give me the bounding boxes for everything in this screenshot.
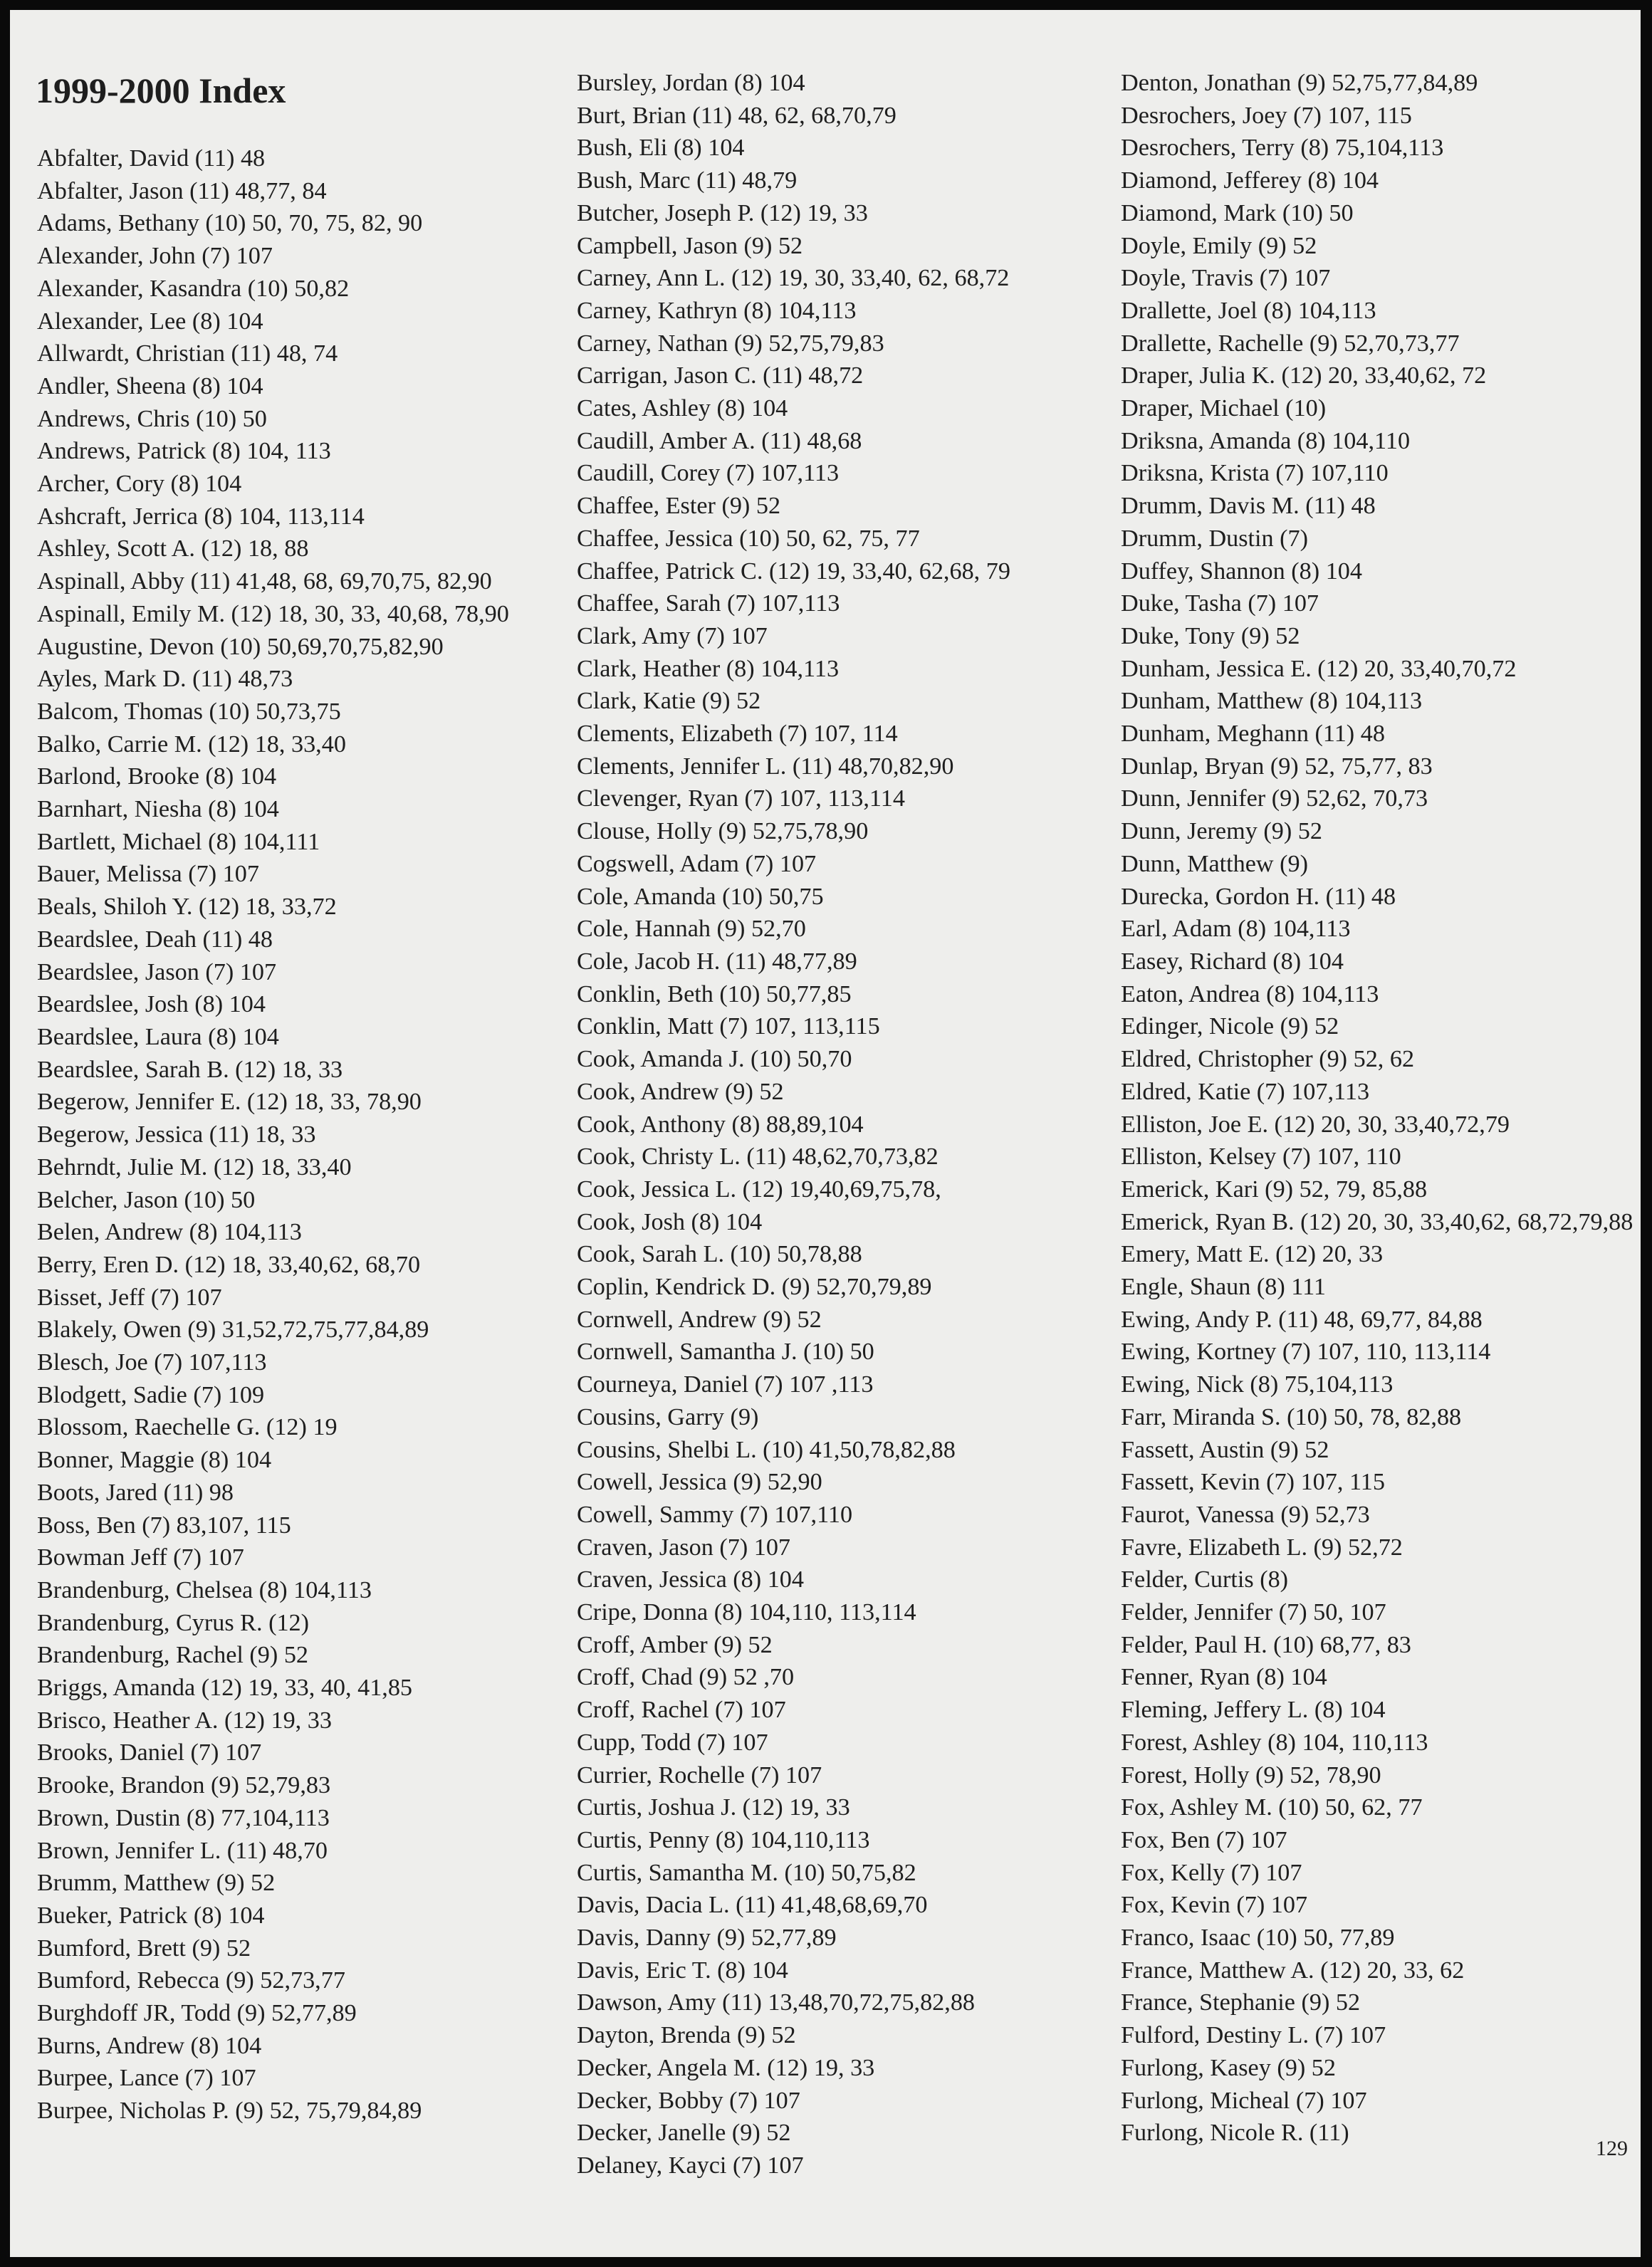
- index-entry: Doyle, Emily (9) 52: [1121, 232, 1317, 259]
- index-entry: Alexander, Kasandra (10) 50,82: [37, 275, 350, 302]
- index-entry: Earl, Adam (8) 104,113: [1121, 916, 1351, 943]
- index-entry: Duffey, Shannon (8) 104: [1121, 557, 1362, 585]
- index-entry: Cook, Christy L. (11) 48,62,70,73,82: [577, 1143, 939, 1171]
- index-entry: Caudill, Amber A. (11) 48,68: [577, 427, 862, 454]
- index-entry: Dunham, Jessica E. (12) 20, 33,40,70,72: [1121, 655, 1517, 682]
- index-entry: Fenner, Ryan (8) 104: [1121, 1664, 1327, 1691]
- index-entry: Boss, Ben (7) 83,107, 115: [37, 1512, 291, 1539]
- index-entry: Brooks, Daniel (7) 107: [37, 1739, 262, 1766]
- index-entry: Decker, Angela M. (12) 19, 33: [577, 2054, 875, 2081]
- index-entry: Denton, Jonathan (9) 52,75,77,84,89: [1121, 70, 1478, 96]
- index-entry: Edinger, Nicole (9) 52: [1121, 1013, 1339, 1040]
- index-entry: Clark, Heather (8) 104,113: [577, 655, 840, 682]
- index-entry: Croff, Rachel (7) 107: [577, 1697, 786, 1724]
- index-entry: Clements, Jennifer L. (11) 48,70,82,90: [577, 753, 954, 780]
- index-entry: Curtis, Samantha M. (10) 50,75,82: [577, 1859, 916, 1886]
- index-entry: Duke, Tasha (7) 107: [1121, 590, 1319, 617]
- index-entry: Conklin, Matt (7) 107, 113,115: [577, 1013, 880, 1040]
- index-entry: Burpee, Nicholas P. (9) 52, 75,79,84,89: [37, 2098, 422, 2125]
- index-entry: Carney, Nathan (9) 52,75,79,83: [577, 330, 884, 357]
- index-entry: Brandenburg, Rachel (9) 52: [37, 1642, 309, 1669]
- index-entry: Coplin, Kendrick D. (9) 52,70,79,89: [577, 1274, 932, 1301]
- index-entry: Desrochers, Terry (8) 75,104,113: [1121, 135, 1444, 162]
- index-entry: Begerow, Jennifer E. (12) 18, 33, 78,90: [37, 1089, 422, 1116]
- index-entry: Driksna, Amanda (8) 104,110: [1121, 427, 1411, 454]
- index-entry: Curtis, Penny (8) 104,110,113: [577, 1826, 870, 1853]
- index-entry: Berry, Eren D. (12) 18, 33,40,62, 68,70: [37, 1251, 421, 1278]
- index-entry: Craven, Jason (7) 107: [577, 1534, 791, 1561]
- index-entry: Blesch, Joe (7) 107,113: [37, 1349, 267, 1376]
- index-entry: Ewing, Nick (8) 75,104,113: [1121, 1371, 1394, 1398]
- index-entry: Cornwell, Samantha J. (10) 50: [577, 1339, 874, 1366]
- index-entry: Farr, Miranda S. (10) 50, 78, 82,88: [1121, 1403, 1462, 1430]
- index-column-3: [1121, 67, 1633, 2150]
- index-entry: Chaffee, Sarah (7) 107,113: [577, 590, 840, 617]
- index-entry: Blakely, Owen (9) 31,52,72,75,77,84,89: [37, 1316, 429, 1344]
- index-entry: Driksna, Krista (7) 107,110: [1121, 460, 1389, 487]
- index-entry: Aspinall, Abby (11) 41,48, 68, 69,70,75, 82,90: [37, 568, 492, 595]
- index-entry: Fleming, Jeffery L. (8) 104: [1121, 1697, 1386, 1724]
- index-entry: Ewing, Kortney (7) 107, 110, 113,114: [1121, 1339, 1491, 1366]
- index-entry: Blodgett, Sadie (7) 109: [37, 1381, 265, 1408]
- index-entry: Drumm, Davis M. (11) 48: [1121, 493, 1376, 520]
- index-entry: Barlond, Brooke (8) 104: [37, 763, 277, 790]
- index-entry: Emerick, Ryan B. (12) 20, 30, 33,40,62, 68,72,79,88: [1121, 1208, 1633, 1235]
- index-entry: Furlong, Micheal (7) 107: [1121, 2087, 1367, 2114]
- index-entry: Chaffee, Jessica (10) 50, 62, 75, 77: [577, 525, 920, 552]
- index-entry: Beardslee, Josh (8) 104: [37, 991, 266, 1018]
- index-entry: Clements, Elizabeth (7) 107, 114: [577, 721, 898, 748]
- index-entry: Burghdoff JR, Todd (9) 52,77,89: [37, 2000, 357, 2027]
- index-entry: Conklin, Beth (10) 50,77,85: [577, 980, 852, 1007]
- index-entry: Felder, Jennifer (7) 50, 107: [1121, 1599, 1386, 1626]
- index-entry: Behrndt, Julie M. (12) 18, 33,40: [37, 1153, 352, 1180]
- index-entry: Bowman Jeff (7) 107: [37, 1544, 244, 1571]
- index-entry: Andler, Sheena (8) 104: [37, 372, 263, 399]
- index-entry: Carrigan, Jason C. (11) 48,72: [577, 362, 864, 389]
- index-entry: Davis, Eric T. (8) 104: [577, 1957, 788, 1984]
- index-entry: Beardslee, Jason (7) 107: [37, 958, 277, 985]
- index-entry: Engle, Shaun (8) 111: [1121, 1274, 1327, 1301]
- index-entry: Desrochers, Joey (7) 107, 115: [1121, 102, 1412, 129]
- index-entry: Bisset, Jeff (7) 107: [37, 1284, 222, 1311]
- index-entry: Alexander, Lee (8) 104: [37, 308, 263, 335]
- index-column-1: [37, 142, 550, 2127]
- index-entry: Furlong, Kasey (9) 52: [1121, 2054, 1336, 2081]
- index-entry: Dunham, Meghann (11) 48: [1121, 721, 1385, 748]
- index-entry: Beardslee, Laura (8) 104: [37, 1023, 279, 1050]
- index-entry: Dunlap, Bryan (9) 52, 75,77, 83: [1121, 753, 1433, 780]
- index-entry: Diamond, Mark (10) 50: [1121, 199, 1354, 226]
- index-entry: Elliston, Kelsey (7) 107, 110: [1121, 1143, 1401, 1171]
- index-entry: Cousins, Garry (9): [577, 1403, 759, 1430]
- index-entry: Fassett, Kevin (7) 107, 115: [1121, 1469, 1385, 1496]
- index-entry: Beals, Shiloh Y. (12) 18, 33,72: [37, 894, 337, 921]
- index-entry: Eaton, Andrea (8) 104,113: [1121, 980, 1379, 1007]
- index-entry: Croff, Amber (9) 52: [577, 1631, 773, 1658]
- index-entry: Cripe, Donna (8) 104,110, 113,114: [577, 1599, 916, 1626]
- index-entry: France, Matthew A. (12) 20, 33, 62: [1121, 1957, 1465, 1984]
- index-entry: Fox, Ben (7) 107: [1121, 1826, 1287, 1853]
- index-entry: Cupp, Todd (7) 107: [577, 1729, 768, 1756]
- index-entry: Fulford, Destiny L. (7) 107: [1121, 2022, 1386, 2049]
- index-entry: Bursley, Jordan (8) 104: [577, 70, 805, 96]
- index-entry: Campbell, Jason (9) 52: [577, 232, 803, 259]
- index-entry: Bumford, Brett (9) 52: [37, 1934, 251, 1962]
- index-entry: Felder, Curtis (8): [1121, 1566, 1289, 1593]
- index-entry: Begerow, Jessica (11) 18, 33: [37, 1121, 316, 1148]
- index-entry: Draper, Julia K. (12) 20, 33,40,62, 72: [1121, 362, 1487, 389]
- index-entry: Brown, Jennifer L. (11) 48,70: [37, 1837, 328, 1864]
- index-entry: Archer, Cory (8) 104: [37, 471, 242, 498]
- index-entry: Ashcraft, Jerrica (8) 104, 113,114: [37, 503, 365, 530]
- index-entry: Bauer, Melissa (7) 107: [37, 861, 259, 888]
- index-entry: Cole, Jacob H. (11) 48,77,89: [577, 948, 857, 975]
- index-entry: Emery, Matt E. (12) 20, 33: [1121, 1241, 1384, 1268]
- index-entry: Cole, Hannah (9) 52,70: [577, 916, 806, 943]
- index-entry: Forest, Ashley (8) 104, 110,113: [1121, 1729, 1428, 1756]
- index-entry: Bartlett, Michael (8) 104,111: [37, 828, 320, 855]
- index-entry: Delaney, Kayci (7) 107: [577, 2152, 804, 2179]
- index-entry: Brandenburg, Chelsea (8) 104,113: [37, 1576, 372, 1603]
- index-entry: Belcher, Jason (10) 50: [37, 1186, 256, 1213]
- index-entry: Dunham, Matthew (8) 104,113: [1121, 688, 1423, 715]
- index-entry: Cole, Amanda (10) 50,75: [577, 883, 824, 910]
- index-entry: Brown, Dustin (8) 77,104,113: [37, 1804, 330, 1831]
- index-entry: Fassett, Austin (9) 52: [1121, 1436, 1329, 1463]
- index-entry: France, Stephanie (9) 52: [1121, 1989, 1361, 2016]
- index-entry: Clark, Katie (9) 52: [577, 688, 761, 715]
- index-entry: Bush, Marc (11) 48,79: [577, 167, 798, 194]
- index-entry: Dawson, Amy (11) 13,48,70,72,75,82,88: [577, 1989, 976, 2016]
- index-entry: Bush, Eli (8) 104: [577, 135, 745, 162]
- index-entry: Clark, Amy (7) 107: [577, 622, 768, 649]
- index-entry: Bumford, Rebecca (9) 52,73,77: [37, 1967, 345, 1994]
- index-entry: Brandenburg, Cyrus R. (12): [37, 1609, 310, 1636]
- index-entry: Curtis, Joshua J. (12) 19, 33: [577, 1794, 850, 1821]
- index-entry: Barnhart, Niesha (8) 104: [37, 796, 279, 823]
- index-entry: Franco, Isaac (10) 50, 77,89: [1121, 1925, 1395, 1952]
- index-entry: Allwardt, Christian (11) 48, 74: [37, 340, 338, 367]
- index-entry: Davis, Danny (9) 52,77,89: [577, 1925, 837, 1952]
- index-entry: Burpee, Lance (7) 107: [37, 2065, 256, 2092]
- index-entry: Cowell, Sammy (7) 107,110: [577, 1501, 853, 1528]
- index-entry: Burt, Brian (11) 48, 62, 68,70,79: [577, 102, 896, 129]
- index-entry: Clevenger, Ryan (7) 107, 113,114: [577, 785, 905, 812]
- index-entry: Brumm, Matthew (9) 52: [37, 1870, 276, 1897]
- index-title: 1999-2000 Index: [36, 70, 286, 110]
- index-entry: Cowell, Jessica (9) 52,90: [577, 1469, 822, 1496]
- index-entry: Bueker, Patrick (8) 104: [37, 1902, 265, 1929]
- index-entry: Dunn, Matthew (9): [1121, 850, 1309, 877]
- index-entry: Cook, Andrew (9) 52: [577, 1078, 784, 1105]
- yearbook-page: [10, 10, 1641, 2257]
- index-entry: Abfalter, David (11) 48: [37, 145, 266, 172]
- index-entry: Ayles, Mark D. (11) 48,73: [37, 666, 293, 693]
- index-entry: Drallette, Joel (8) 104,113: [1121, 297, 1376, 324]
- index-entry: Balcom, Thomas (10) 50,73,75: [37, 698, 341, 725]
- index-entry: Butcher, Joseph P. (12) 19, 33: [577, 199, 868, 226]
- index-entry: Aspinall, Emily M. (12) 18, 30, 33, 40,68, 78,90: [37, 600, 509, 627]
- index-entry: Fox, Kevin (7) 107: [1121, 1892, 1308, 1919]
- index-entry: Dayton, Brenda (9) 52: [577, 2022, 796, 2049]
- index-entry: Doyle, Travis (7) 107: [1121, 265, 1331, 292]
- index-entry: Abfalter, Jason (11) 48,77, 84: [37, 177, 327, 204]
- index-entry: Forest, Holly (9) 52, 78,90: [1121, 1761, 1381, 1789]
- index-entry: Fox, Ashley M. (10) 50, 62, 77: [1121, 1794, 1423, 1821]
- index-entry: Draper, Michael (10): [1121, 395, 1327, 422]
- index-entry: Boots, Jared (11) 98: [37, 1479, 234, 1506]
- index-entry: Fox, Kelly (7) 107: [1121, 1859, 1302, 1886]
- index-entry: Belen, Andrew (8) 104,113: [37, 1219, 302, 1246]
- index-entry: Chaffee, Patrick C. (12) 19, 33,40, 62,68, 79: [577, 557, 1010, 585]
- index-entry: Ashley, Scott A. (12) 18, 88: [37, 535, 309, 562]
- index-entry: Dunn, Jennifer (9) 52,62, 70,73: [1121, 785, 1428, 812]
- index-entry: Currier, Rochelle (7) 107: [577, 1761, 822, 1789]
- index-entry: Beardslee, Deah (11) 48: [37, 926, 273, 953]
- index-entry: Diamond, Jefferey (8) 104: [1121, 167, 1379, 194]
- index-entry: Dunn, Jeremy (9) 52: [1121, 818, 1322, 845]
- index-entry: Clouse, Holly (9) 52,75,78,90: [577, 818, 869, 845]
- index-entry: Andrews, Chris (10) 50: [37, 405, 267, 432]
- index-entry: Felder, Paul H. (10) 68,77, 83: [1121, 1631, 1411, 1658]
- index-entry: Craven, Jessica (8) 104: [577, 1566, 804, 1593]
- index-entry: Courneya, Daniel (7) 107 ,113: [577, 1371, 874, 1398]
- index-entry: Furlong, Nicole R. (11): [1121, 2120, 1349, 2147]
- page-number: 129: [1596, 2137, 1628, 2160]
- index-entry: Beardslee, Sarah B. (12) 18, 33: [37, 1056, 343, 1083]
- index-entry: Blossom, Raechelle G. (12) 19: [37, 1414, 338, 1441]
- index-entry: Adams, Bethany (10) 50, 70, 75, 82, 90: [37, 210, 423, 237]
- index-entry: Favre, Elizabeth L. (9) 52,72: [1121, 1534, 1403, 1561]
- index-entry: Carney, Ann L. (12) 19, 30, 33,40, 62, 68,72: [577, 265, 1010, 292]
- index-entry: Cook, Anthony (8) 88,89,104: [577, 1111, 864, 1138]
- index-entry: Cook, Josh (8) 104: [577, 1208, 763, 1235]
- index-entry: Decker, Janelle (9) 52: [577, 2120, 791, 2147]
- index-entry: Carney, Kathryn (8) 104,113: [577, 297, 857, 324]
- index-entry: Easey, Richard (8) 104: [1121, 948, 1344, 975]
- index-entry: Cook, Amanda J. (10) 50,70: [577, 1046, 852, 1073]
- index-entry: Cogswell, Adam (7) 107: [577, 850, 817, 877]
- index-entry: Cook, Sarah L. (10) 50,78,88: [577, 1241, 862, 1268]
- index-entry: Chaffee, Ester (9) 52: [577, 493, 781, 520]
- index-entry: Ewing, Andy P. (11) 48, 69,77, 84,88: [1121, 1306, 1483, 1333]
- index-entry: Balko, Carrie M. (12) 18, 33,40: [37, 731, 346, 758]
- index-entry: Eldred, Christopher (9) 52, 62: [1121, 1046, 1415, 1073]
- index-entry: Cornwell, Andrew (9) 52: [577, 1306, 822, 1333]
- index-entry: Drumm, Dustin (7): [1121, 525, 1309, 552]
- index-entry: Bonner, Maggie (8) 104: [37, 1447, 272, 1474]
- index-entry: Alexander, John (7) 107: [37, 243, 273, 270]
- index-entry: Andrews, Patrick (8) 104, 113: [37, 438, 331, 465]
- index-entry: Decker, Bobby (7) 107: [577, 2087, 800, 2114]
- index-entry: Caudill, Corey (7) 107,113: [577, 460, 840, 487]
- index-entry: Duke, Tony (9) 52: [1121, 622, 1300, 649]
- index-entry: Durecka, Gordon H. (11) 48: [1121, 883, 1396, 910]
- index-entry: Briggs, Amanda (12) 19, 33, 40, 41,85: [37, 1675, 413, 1702]
- index-entry: Cousins, Shelbi L. (10) 41,50,78,82,88: [577, 1436, 956, 1463]
- index-entry: Emerick, Kari (9) 52, 79, 85,88: [1121, 1176, 1428, 1203]
- index-column-2: [577, 67, 1104, 2182]
- index-entry: Eldred, Katie (7) 107,113: [1121, 1078, 1370, 1105]
- index-entry: Drallette, Rachelle (9) 52,70,73,77: [1121, 330, 1460, 357]
- index-entry: Cook, Jessica L. (12) 19,40,69,75,78,: [577, 1176, 941, 1203]
- index-entry: Davis, Dacia L. (11) 41,48,68,69,70: [577, 1892, 928, 1919]
- index-entry: Cates, Ashley (8) 104: [577, 395, 788, 422]
- index-entry: Augustine, Devon (10) 50,69,70,75,82,90: [37, 633, 444, 660]
- index-entry: Burns, Andrew (8) 104: [37, 2032, 262, 2059]
- index-entry: Brooke, Brandon (9) 52,79,83: [37, 1772, 331, 1799]
- index-entry: Elliston, Joe E. (12) 20, 30, 33,40,72,79: [1121, 1111, 1510, 1138]
- index-entry: Croff, Chad (9) 52 ,70: [577, 1664, 795, 1691]
- index-entry: Brisco, Heather A. (12) 19, 33: [37, 1707, 332, 1734]
- index-entry: Faurot, Vanessa (9) 52,73: [1121, 1501, 1370, 1528]
